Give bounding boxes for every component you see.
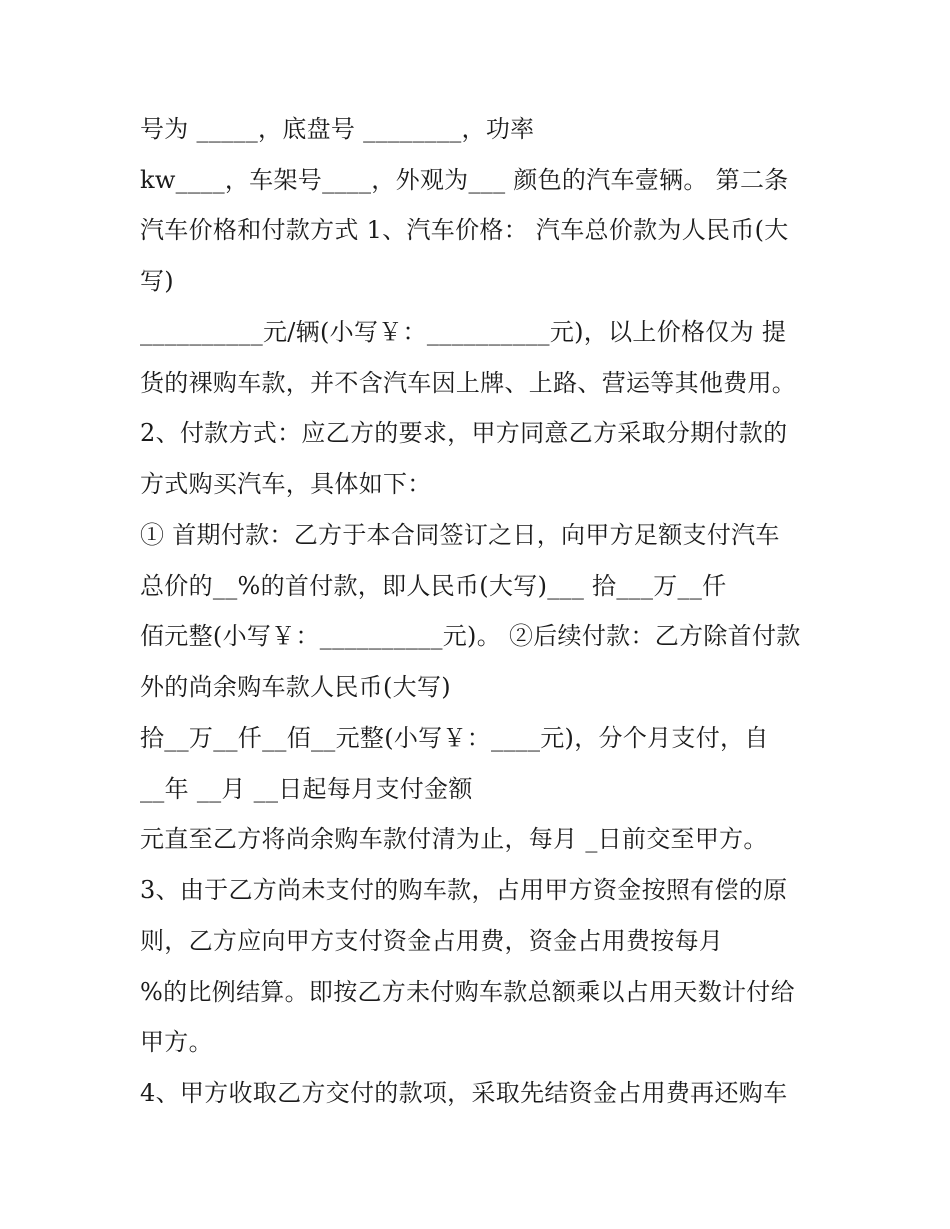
text-line: 方式购买汽车，具体如下： (140, 470, 432, 498)
text-line: 3、由于乙方尚未支付的购车款，占用甲方资金按照有偿的原 (140, 876, 788, 904)
text-line: 总价的__%的首付款，即人民币(大写)___ 拾___万__仟 (140, 572, 727, 600)
text-line: 4、甲方收取乙方交付的款项，采取先结资金占用费再还购车 (140, 1079, 788, 1107)
text-line: 外的尚余购车款人民币(大写) (140, 673, 451, 701)
text-line: 拾__万__仟__佰__元整(小写￥：____元)，分个月支付，自 (140, 724, 769, 752)
text-line: 元直至乙方将尚余购车款付清为止，每月 _日前交至甲方。 (140, 825, 768, 853)
text-line: __年 __月 __日起每月支付金额 (140, 775, 473, 803)
text-line: 写) (140, 267, 174, 295)
text-line: ① 首期付款：乙方于本合同签订之日，向甲方足额支付汽车 (140, 521, 780, 549)
text-line: __________元/辆(小写￥：__________元)，以上价格仅为 提 (140, 318, 787, 346)
text-line: 甲方。 (140, 1028, 213, 1056)
text-line: %的比例结算。即按乙方未付购车款总额乘以占用天数计付给 (140, 978, 795, 1006)
text-line: kw____，车架号____，外观为___ 颜色的汽车壹辆。 第二条 (140, 166, 789, 194)
text-line: 则，乙方应向甲方支付资金占用费，资金占用费按每月 (140, 927, 724, 955)
text-line: 号为 _____，底盘号 ________，功率 (140, 115, 535, 143)
text-line: 货的裸购车款，并不含汽车因上牌、上路、营运等其他费用。 (140, 369, 797, 397)
text-line: 2、付款方式：应乙方的要求，甲方同意乙方采取分期付款的 (140, 419, 788, 447)
text-line: 佰元整(小写￥：__________元)。 ②后续付款：乙方除首付款 (140, 622, 801, 650)
text-line: 汽车价格和付款方式 1、汽车价格： 汽车总价款为人民币(大 (140, 216, 789, 244)
